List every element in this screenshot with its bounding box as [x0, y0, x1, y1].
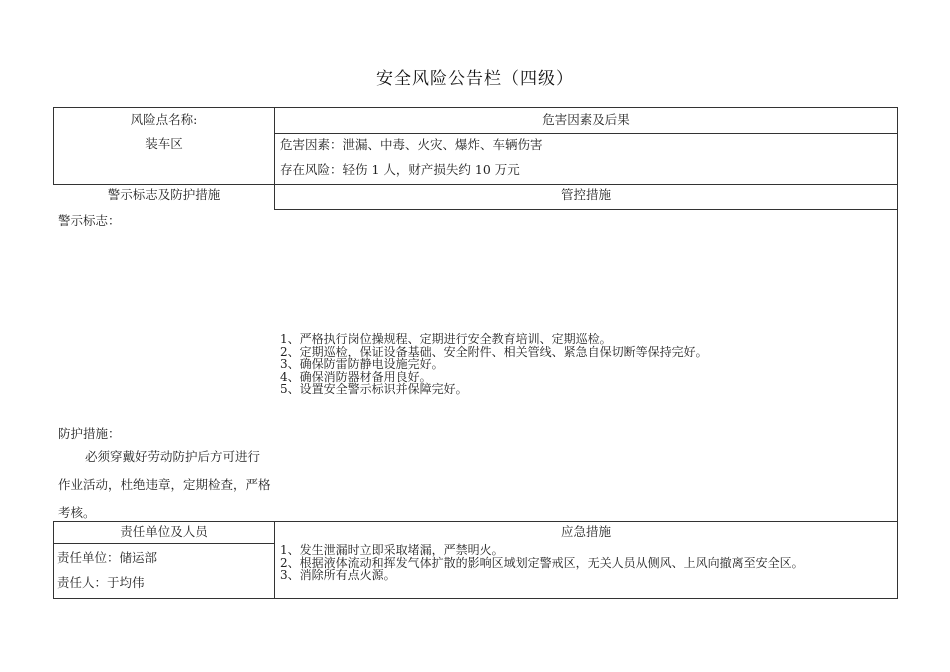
control-measures-list: [280, 333, 708, 396]
warning-sign-label: 警示标志：: [58, 213, 121, 228]
warning-section-header: 警示标志及防护措施: [107, 187, 221, 202]
hazard-factors: 危害因素：泄漏、中毒、火灾、爆炸、车辆伤害: [280, 137, 543, 152]
responsible-unit: 责任单位：储运部: [57, 550, 158, 565]
risk-point-name: 装车区: [145, 136, 183, 151]
protection-label: 防护措施：: [58, 426, 121, 441]
list-item: 1、发生泄漏时立即采取堵漏，严禁明火。: [280, 543, 504, 557]
hazard-header: 危害因素及后果: [542, 112, 630, 127]
list-item: 5、设置安全警示标识并保障完好。: [280, 382, 468, 396]
emergency-measures-list: [280, 544, 804, 582]
list-item: 3、确保防雷防静电设施完好。: [280, 357, 444, 371]
protection-text: 必须穿戴好劳动防护后方可进行作业活动，杜绝违章，定期检查，严格考核。: [58, 449, 271, 520]
page-title: 安全风险公告栏（四级）: [376, 69, 574, 89]
list-item: 4、确保消防器材备用良好。: [280, 369, 432, 384]
list-item: 3、消除所有点火源。: [280, 568, 396, 582]
responsible-person: 责任人：于均伟: [57, 575, 145, 590]
list-item: 1、严格执行岗位操规程、定期进行安全教育培训、定期巡检。: [280, 332, 612, 346]
responsibility-header: 责任单位及人员: [120, 524, 208, 539]
list-item: 2、定期巡检，保证设备基础、安全附件、相关管线、紧急自保切断等保持完好。: [280, 344, 708, 359]
emergency-header: 应急措施: [560, 524, 611, 539]
risk-point-label: 风险点名称:: [130, 112, 198, 127]
hazard-risk: 存在风险：轻伤 1 人，财产损失约 10 万元: [280, 162, 520, 177]
list-item: 2、根据液体流动和挥发气体扩散的影响区域划定警戒区，无关人员从侧风、上风向撤离至安全区。: [280, 555, 804, 570]
control-header: 管控措施: [560, 187, 611, 202]
